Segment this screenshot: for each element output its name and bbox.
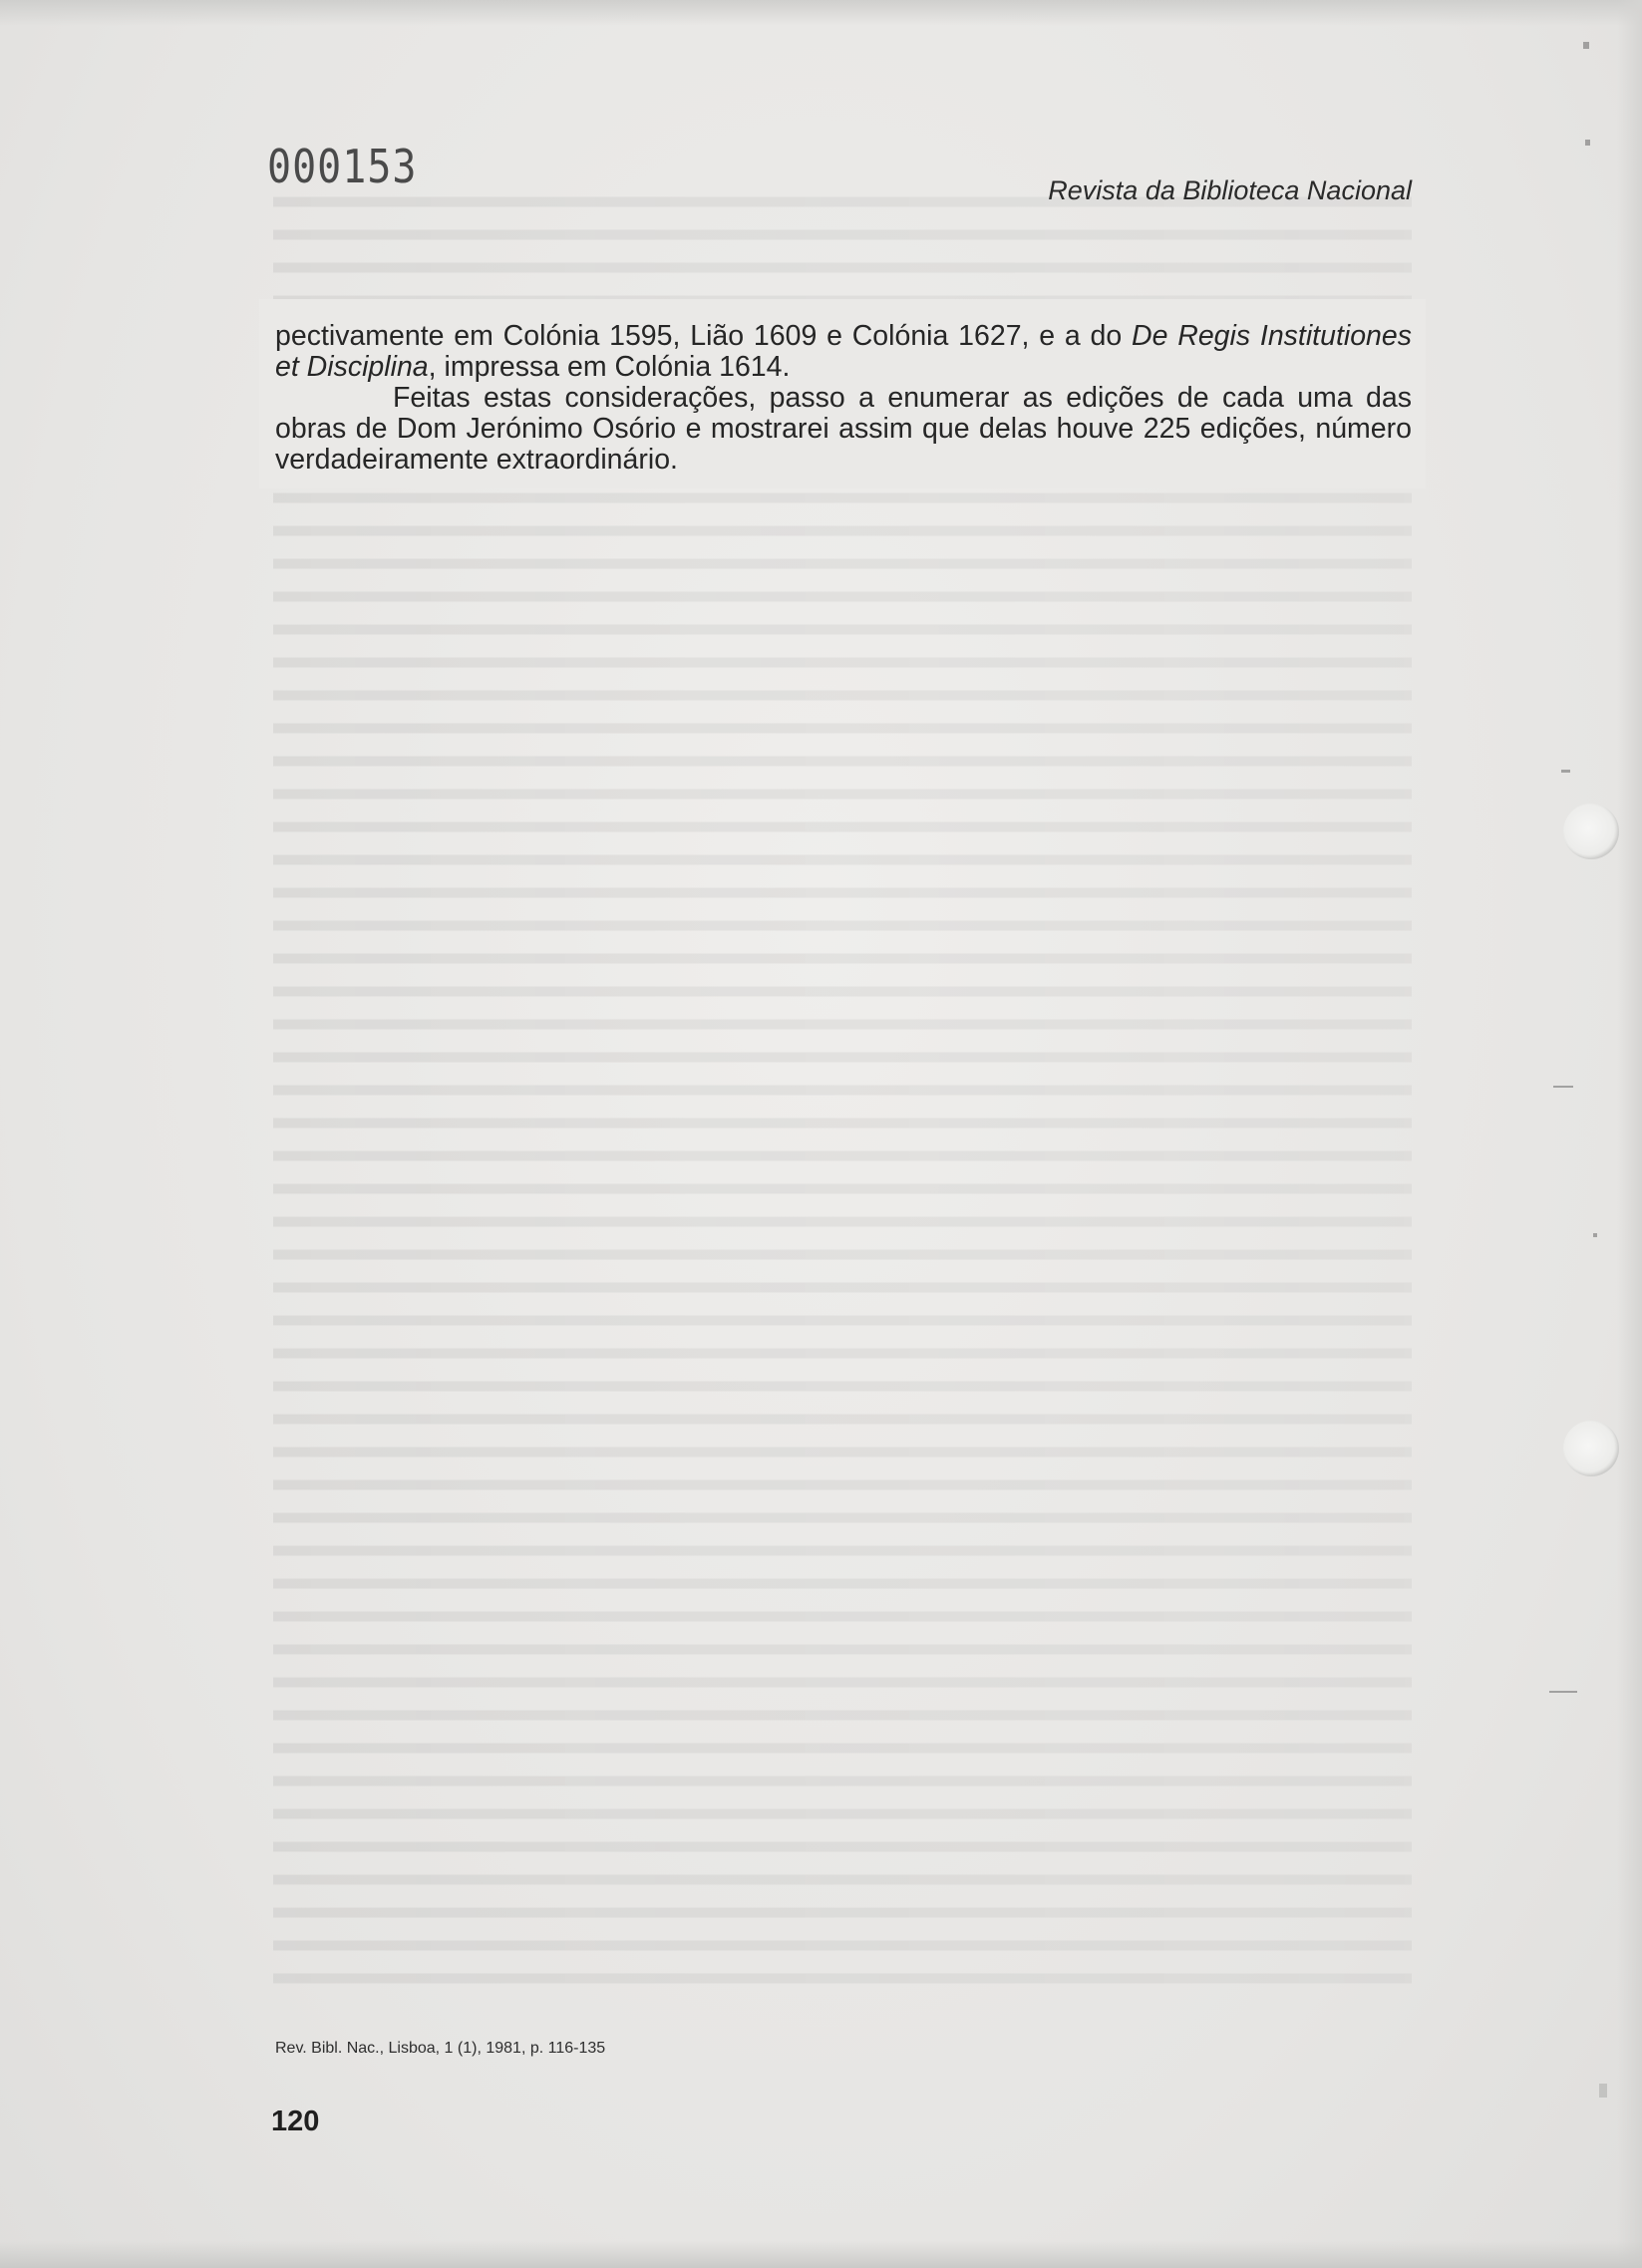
binder-hole-top (1563, 804, 1619, 859)
citation: Rev. Bibl. Nac., Lisboa, 1 (1), 1981, p. 116-135 (275, 2040, 606, 2057)
dust-speck (1553, 1086, 1573, 1088)
scan-edge-bottom (0, 2241, 1642, 2268)
running-head: Revista da Biblioteca Nacional (1048, 175, 1412, 205)
dust-speck (1585, 140, 1590, 146)
page-number: 120 (271, 2106, 320, 2137)
dust-speck (1583, 42, 1589, 49)
paragraph-1-end: , impressa em Colónia 1614. (428, 351, 791, 383)
body-text (275, 321, 1412, 476)
dust-speck (1561, 770, 1570, 773)
dust-speck (1549, 1691, 1577, 1693)
binder-hole-bottom (1563, 1421, 1619, 1476)
dust-speck (1593, 1233, 1597, 1237)
paragraph-1-start: pectivamente em Colónia 1595, Lião 1609 e Colónia 1627, e a do (275, 320, 1133, 352)
work-title: De Regis Institutiones et Disciplina (275, 320, 1412, 383)
paragraph-2: Feitas estas considerações, passo a enumerar as edições de cada uma das obras de Dom Jerónimo Osório e mostrarei assim que delas houve 225 edições, número verdadeiramente extraordinário. (275, 382, 1412, 476)
paragraph-1 (275, 321, 1412, 383)
page-stamp-number: 000153 (267, 141, 418, 194)
scan-edge-top (0, 0, 1642, 26)
dust-speck (1599, 2084, 1607, 2098)
scan-edge-right (1617, 0, 1642, 2268)
